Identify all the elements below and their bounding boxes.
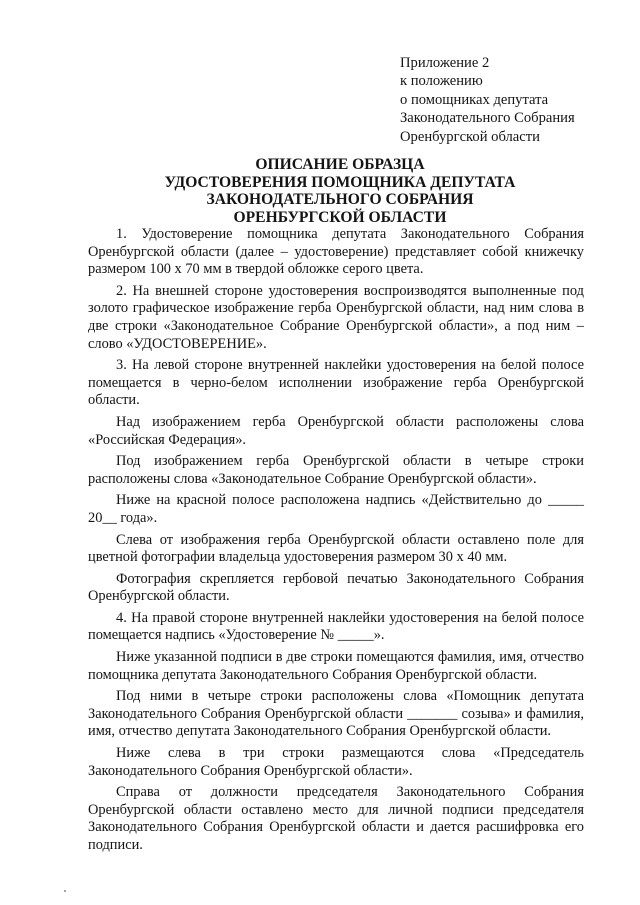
- document-title: [90, 156, 590, 226]
- appendix-line: к положению: [400, 73, 483, 90]
- paragraph: 3. На левой стороне внутренней наклейки удостоверения на белой полосе помещается в черно-белом исполнении изображение герба Оренбургской области.: [88, 357, 584, 409]
- paragraph: 4. На правой стороне внутренней наклейки удостоверения на белой полосе помещается надпись «Удостоверение № _____».: [88, 609, 584, 644]
- paragraph: Слева от изображения герба Оренбургской области оставлено поле для цветной фотографии владельца удостоверения размером 30 х 40 мм.: [88, 531, 584, 566]
- appendix-line: Оренбургской области: [400, 128, 540, 145]
- scan-speck: [64, 890, 66, 892]
- paragraph: Ниже указанной подписи в две строки помещаются фамилия, имя, отчество помощника депутата Законодательного Собрания Оренбургской области.: [88, 649, 584, 683]
- paragraph: 2. На внешней стороне удостоверения воспроизводятся выполненные под золото графическое изображение герба Оренбургской области, над ним слова в две строки «Законодательное Собрание Оренбургской области», а под ним – слово «УДОСТОВЕРЕНИЕ».: [88, 282, 584, 352]
- appendix-block: [400, 54, 630, 146]
- appendix-line: о помощниках депутата: [400, 91, 549, 108]
- document-body: [88, 226, 584, 859]
- paragraph: Под изображением герба Оренбургской области в четыре строки расположены слова «Законодательное Собрание Оренбургской области».: [88, 453, 584, 487]
- appendix-line: Приложение 2: [400, 55, 490, 71]
- paragraph: Над изображением герба Оренбургской области расположены слова «Российская Федерация».: [88, 413, 584, 448]
- title-line: УДОСТОВЕРЕНИЯ ПОМОЩНИКА ДЕПУТАТА: [164, 173, 516, 191]
- paragraph: Справа от должности председателя Законодательного Собрания Оренбургской области оставлено место для личной подписи председателя Законодательного Собрания Оренбургской области и дается расшифровка его подписи.: [88, 784, 584, 853]
- paragraph: Ниже на красной полосе расположена надпись «Действительно до _____ 20__ года».: [88, 492, 584, 526]
- paragraph: Фотография скрепляется гербовой печатью Законодательного Собрания Оренбургской области.: [88, 570, 584, 605]
- paragraph: 1. Удостоверение помощника депутата Законодательного Собрания Оренбургской области (далее – удостоверение) представляет собой книжечку размером 100 х 70 мм в твердой обложке серого цвета.: [88, 226, 584, 278]
- appendix-line: Законодательного Собрания: [400, 110, 575, 127]
- paragraph: Под ними в четыре строки расположены слова «Помощник депутата Законодательного Собрания Оренбургской области _______ созыва» и фамилия, имя, отчество депутата Законодательного Собрания Оренбургской области.: [88, 688, 584, 740]
- paragraph: Ниже слева в три строки размещаются слова «Председатель Законодательного Собрания Оренбургской области».: [88, 745, 584, 779]
- title-line: ЗАКОНОДАТЕЛЬНОГО СОБРАНИЯ: [206, 191, 474, 209]
- title-line: ОРЕНБУРГСКОЙ ОБЛАСТИ: [233, 208, 447, 226]
- title-line: ОПИСАНИЕ ОБРАЗЦА: [255, 156, 425, 173]
